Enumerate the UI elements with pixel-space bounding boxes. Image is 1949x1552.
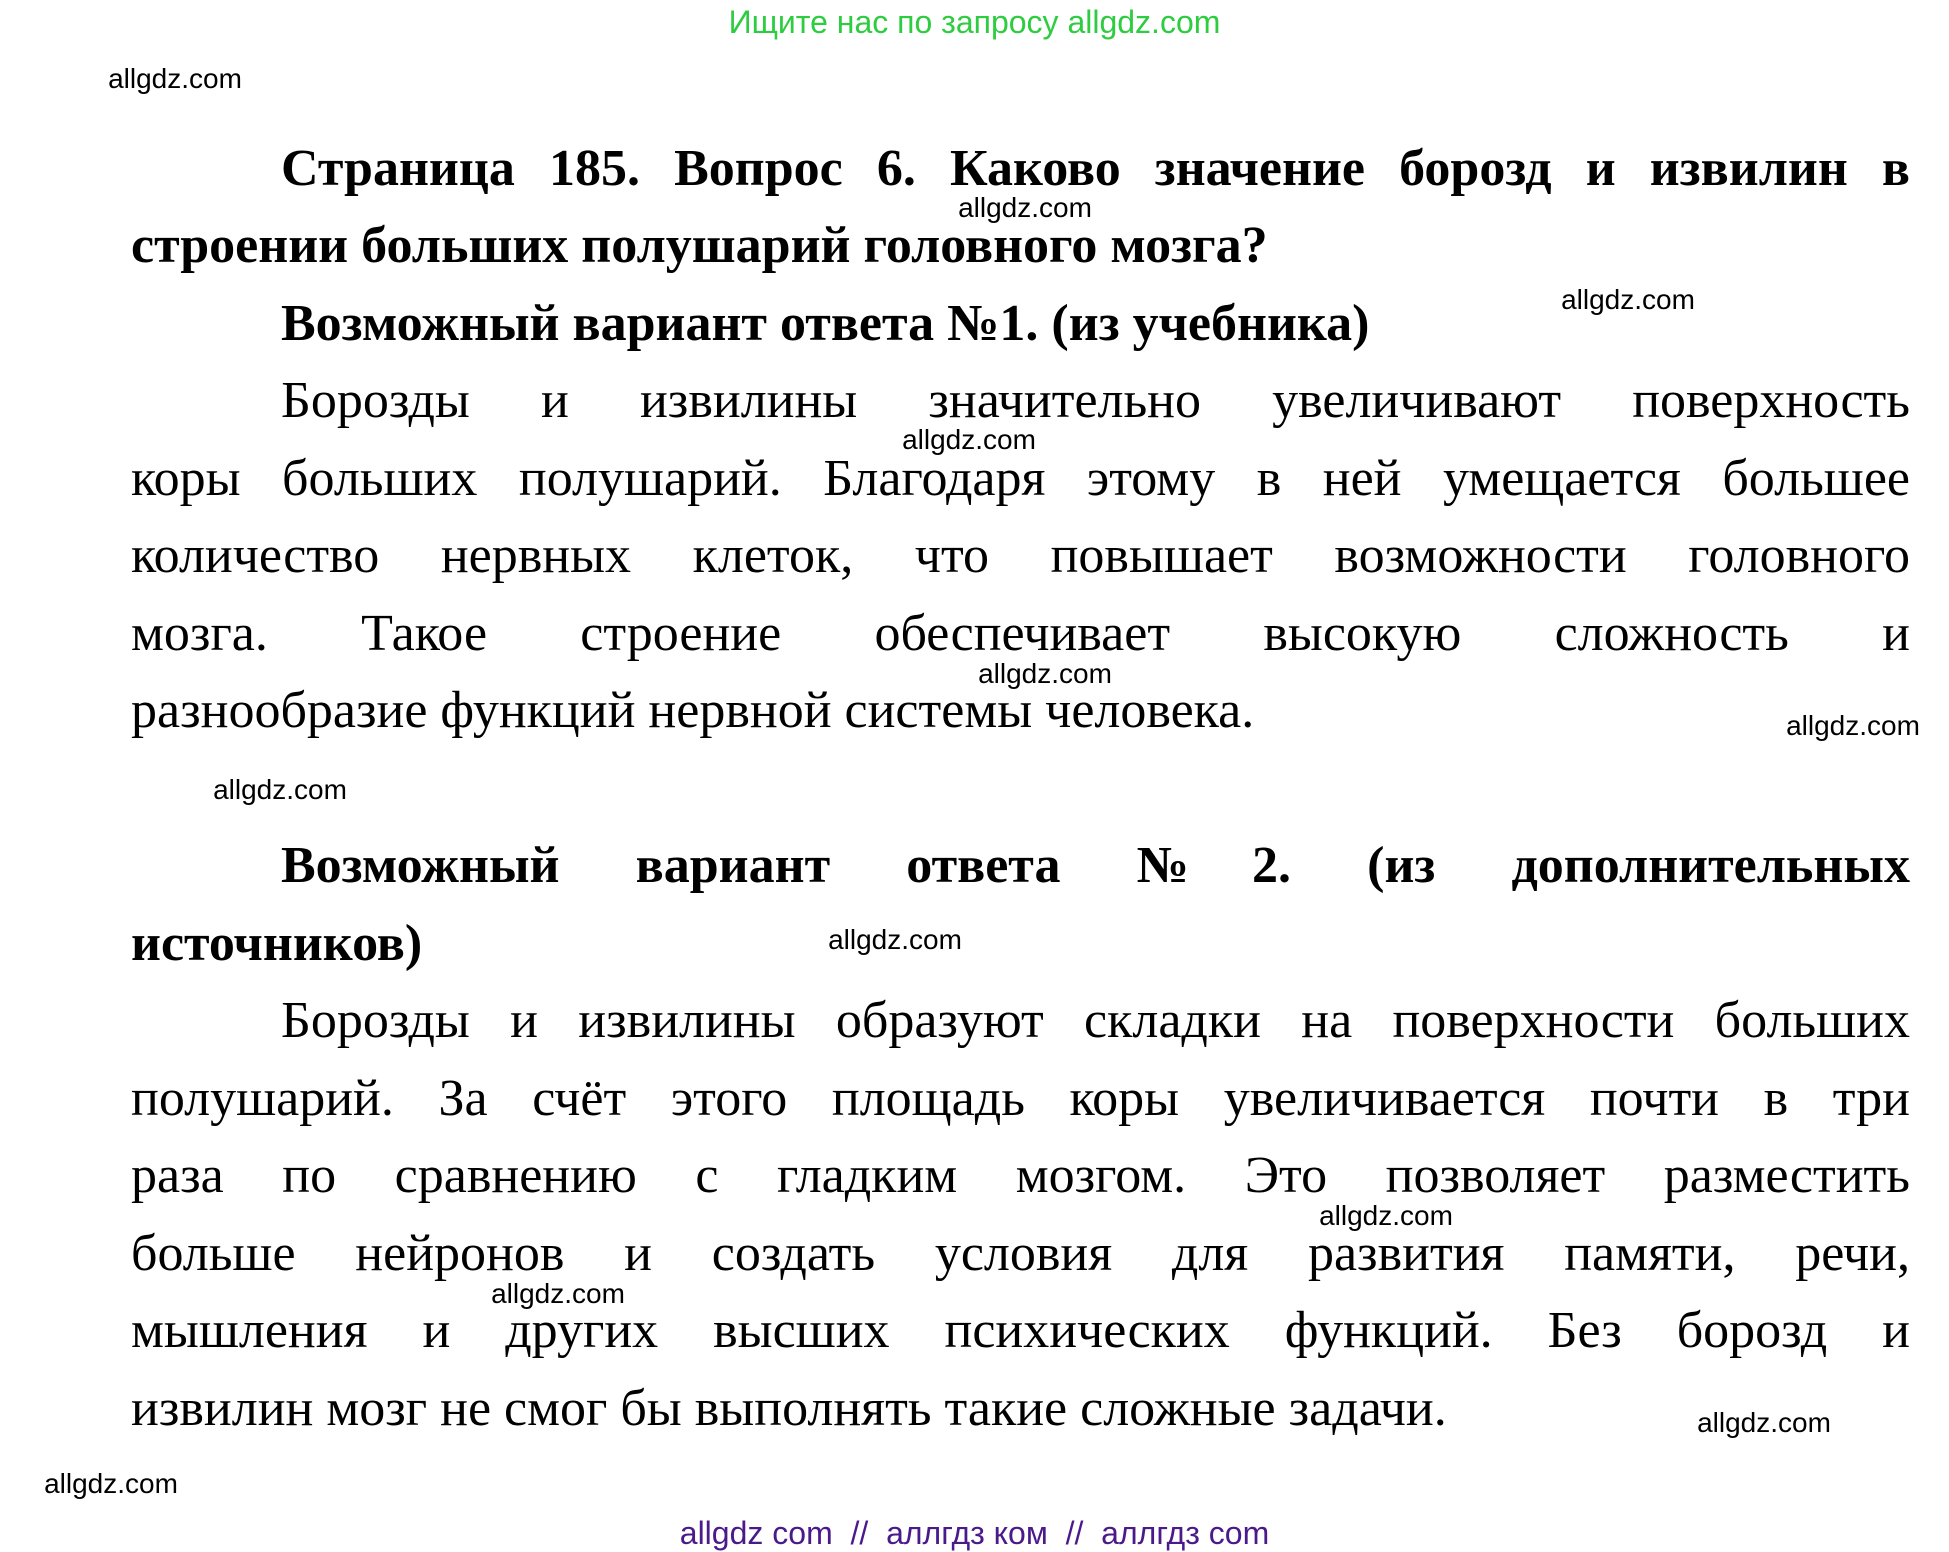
- answer2-line: раза по сравнению с гладким мозгом. Это позволяет разместить: [131, 1147, 1910, 1204]
- watermark: allgdz.com: [1561, 284, 1695, 315]
- answer2-line: извилин мозг не смог бы выполнять такие сложные задачи.: [131, 1380, 1447, 1437]
- promo-banner: Ищите нас по запросу allgdz.com: [728, 4, 1221, 40]
- watermark: allgdz.com: [1319, 1200, 1453, 1231]
- answer2-line: полушарий. За счёт этого площадь коры увеличивается почти в три: [131, 1070, 1910, 1127]
- answer1-line: количество нервных клеток, что повышает возможности головного: [131, 527, 1910, 584]
- watermark: allgdz.com: [1697, 1407, 1831, 1438]
- answer2-line: больше нейронов и создать условия для развития памяти, речи,: [131, 1225, 1910, 1282]
- watermark: allgdz.com: [902, 424, 1036, 455]
- title-line: строении больших полушарий головного мозга?: [131, 217, 1268, 274]
- answer1-heading: Возможный вариант ответа №1. (из учебника): [281, 295, 1370, 352]
- answer2-line: Борозды и извилины образуют складки на поверхности больших: [281, 992, 1910, 1049]
- watermark: allgdz.com: [828, 924, 962, 955]
- answer1-line: коры больших полушарий. Благодаря этому в ней умещается большее: [131, 450, 1910, 507]
- watermark: allgdz.com: [958, 192, 1092, 223]
- answer2-line: мышления и других высших психических функций. Без борозд и: [131, 1302, 1910, 1359]
- title-line: Страница 185. Вопрос 6. Каково значение борозд и извилин в: [281, 140, 1910, 197]
- answer2-heading: Возможный вариант ответа №2. (из дополнительных: [281, 837, 1910, 894]
- answer2-heading: источников): [131, 915, 423, 972]
- watermark: allgdz.com: [213, 774, 347, 805]
- answer1-line: Борозды и извилины значительно увеличивают поверхность: [281, 372, 1910, 429]
- watermark: allgdz.com: [491, 1278, 625, 1309]
- watermark: allgdz.com: [108, 63, 242, 94]
- watermark: allgdz.com: [44, 1468, 178, 1499]
- watermark: allgdz.com: [1786, 710, 1920, 741]
- footer-links: allgdz com // аллгдз ком // аллгдз com: [679, 1515, 1270, 1551]
- answer1-line: разнообразие функций нервной системы человека.: [131, 682, 1255, 739]
- watermark: allgdz.com: [978, 658, 1112, 689]
- answer1-line: мозга. Такое строение обеспечивает высокую сложность и: [131, 605, 1910, 662]
